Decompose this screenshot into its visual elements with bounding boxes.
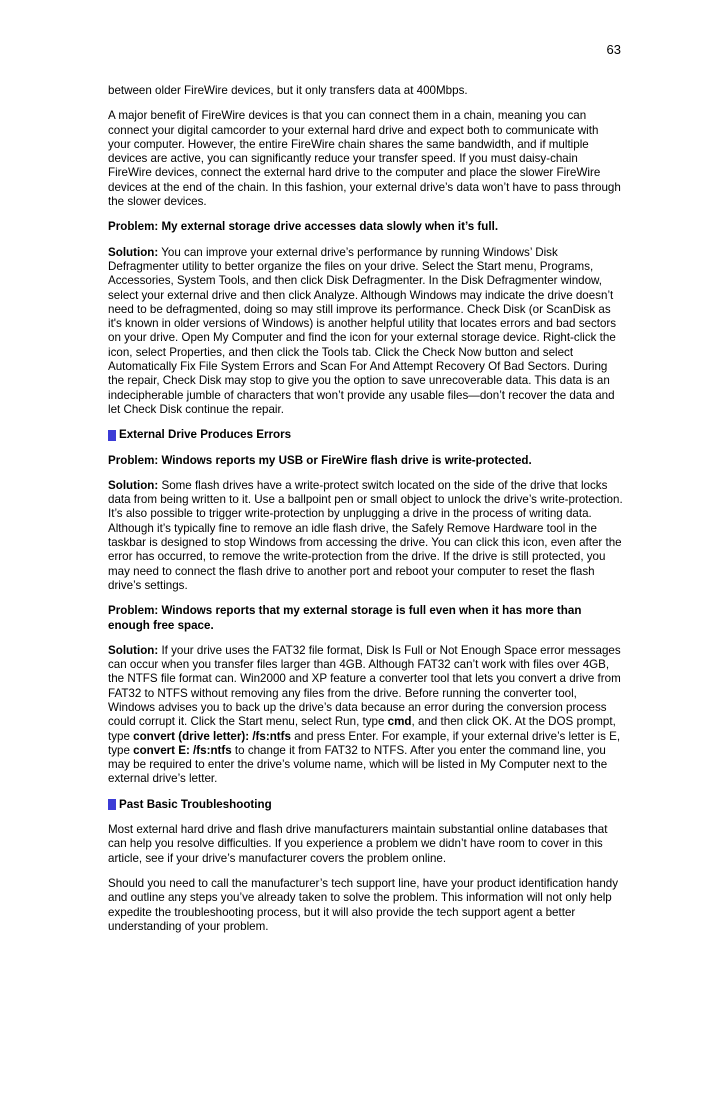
page-number: 63	[606, 42, 621, 57]
solution-text: to change it from FAT32 to NTFS. After you enter the command line, you may be required to enter the drive’s volume name, which will be listed in My Computer next to the external drive’s letter.	[108, 743, 608, 786]
solution-storage-full	[108, 644, 623, 787]
solution-text: You can improve your external drive’s performance by running Windows’ Disk Defragmenter utility to better organize the files on your drive. Select the Start menu, Programs, Accessories, System Tools, and then click Disk Defragmenter. In the Disk Defragmenter window, select your external drive and then click Analyze. Although Windows may indicate the drive doesn’t need to be defragmented, doing so may still improve its performance. Check Disk (or ScanDisk as it's known in older versions of Windows) is another helpful utility that locates errors and bad sectors on your drive. Open My Computer and find the icon for your external storage device. Right-click the icon, select Properties, and then click the Tools tab. Click the Check Now button and select Automatically Fix File System Errors and Scan For And Attempt Recovery Of Bad Sectors. During the repair, Check Disk may stop to give you the option to save unrecoverable data. This data is an indecipherable jumble of characters that won’t provide any usable files—don’t recover the data and let Check Disk continue the repair.	[108, 245, 617, 416]
solution-text: and press Enter. For example, if your external drive’s letter is E, type	[108, 729, 621, 757]
paragraph-firewire-speed: between older FireWire devices, but it only transfers data at 400Mbps.	[108, 84, 468, 97]
command-convert-example: convert E: /fs:ntfs	[133, 743, 232, 757]
section-marker-icon	[108, 799, 116, 810]
article-body	[108, 84, 623, 945]
solution-label: Solution:	[108, 478, 159, 492]
section-title: External Drive Produces Errors	[119, 428, 292, 442]
solution-label: Solution:	[108, 643, 159, 657]
section-heading-drive-errors	[108, 428, 623, 442]
paragraph-online-databases: Most external hard drive and flash drive manufacturers maintain substantial online databases that can help you resolve difficulties. If you experience a problem we didn’t have room to cover in this article, see if your drive’s manufacturer covers the problem online.	[108, 823, 608, 865]
command-cmd: cmd	[387, 715, 412, 729]
problem-heading-write-protected: Problem: Windows reports my USB or FireWire flash drive is write-protected.	[108, 453, 532, 467]
solution-label: Solution:	[108, 245, 159, 259]
problem-heading-storage-full: Problem: Windows reports that my external storage is full even when it has more than enough free space.	[108, 604, 582, 632]
command-convert-generic: convert (drive letter): /fs:ntfs	[133, 729, 291, 743]
solution-slow-access	[108, 246, 623, 418]
problem-heading-slow-access: Problem: My external storage drive accesses data slowly when it’s full.	[108, 220, 499, 234]
solution-text: Some flash drives have a write-protect switch located on the side of the drive that locks data from being written to it. Use a ballpoint pen or small object to unlock the drive’s write-protection. It’s also possible to trigger write-protection by unplugging a drive in the process of writing data. Although it’s typically fine to remove an idle flash drive, the Safely Remove Hardware tool in the taskbar is designed to stop Windows from accessing the drive. You can click this icon, even after the error has occurred, to remove the write-protection from the drive. If the drive is still protected, you may need to connect the flash drive to another port and reboot your computer to reset the flash drive’s settings.	[108, 478, 623, 592]
paragraph-firewire-chain: A major benefit of FireWire devices is that you can connect them in a chain, meaning you can connect your digital camcorder to your external hard drive and expect both to communicate with your computer. However, the entire FireWire chain shares the same bandwidth, and if multiple devices are active, you can significantly reduce your transfer speed. If you must daisy-chain FireWire devices, connect the external hard drive to the computer and place the slower FireWire devices at the end of the chain. In this fashion, your external drive’s data won’t have to pass through the slower devices.	[108, 109, 621, 209]
solution-text: If your drive uses the FAT32 file format, Disk Is Full or Not Enough Space error messages can occur when you transfer files larger than 4GB. Although FAT32 can’t work with files over 4GB, the NTFS file format can. Win2000 and XP feature a converter tool that lets you convert a drive from FAT32 to NTFS without removing any files from the drive. Before running the converter tool, Windows advises you to back up the drive’s data because an error during the conversion process could corrupt it. Click the Start menu, select Run, type	[108, 643, 621, 729]
solution-text: , and then click OK. At the DOS prompt, type	[108, 715, 616, 743]
solution-write-protected	[108, 479, 623, 593]
paragraph-tech-support: Should you need to call the manufacturer’s tech support line, have your product identification handy and outline any steps you’ve already taken to solve the problem. This information will not only help expedite the troubleshooting process, but it will also provide the tech support agent a better understanding of your problem.	[108, 876, 619, 933]
section-heading-troubleshooting	[108, 798, 623, 812]
section-title: Past Basic Troubleshooting	[119, 797, 272, 811]
section-marker-icon	[108, 430, 116, 441]
